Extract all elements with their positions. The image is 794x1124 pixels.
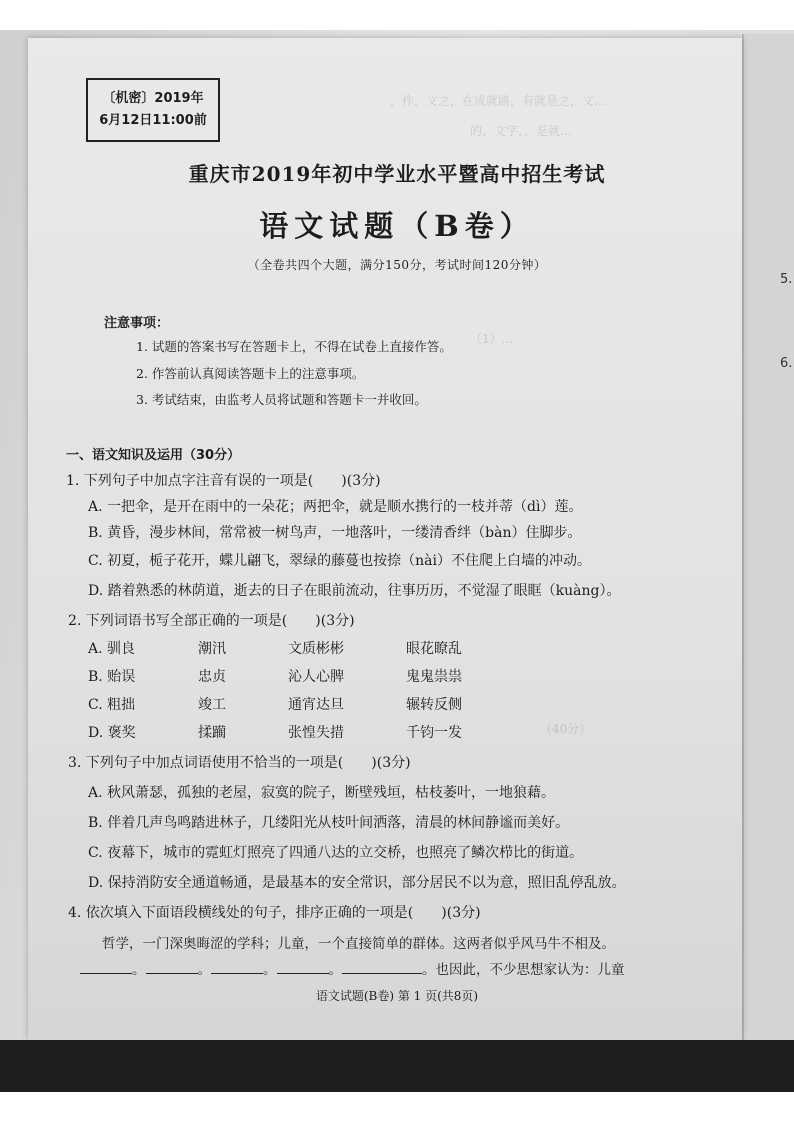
word-cell: 张惶失措 (288, 725, 344, 741)
word-cell: C. 粗拙 (88, 697, 136, 713)
blank-line (211, 961, 263, 974)
word-cell: 文质彬彬 (288, 641, 344, 657)
notice-heading: 注意事项： (104, 316, 170, 331)
word-cell: 沁人心脾 (288, 669, 344, 685)
exam-title: 重庆市2019年初中学业水平暨高中招生考试 (188, 162, 606, 186)
word-cell: 竣工 (198, 697, 226, 713)
word-cell: 鬼鬼祟祟 (406, 669, 462, 685)
passage-blanks: 。 。 。 。 。也因此，不少思想家认为：儿童 (80, 958, 625, 978)
word-cell: 辗转反侧 (406, 697, 462, 713)
blank-line (80, 961, 132, 974)
page-footer: 语文试题(B卷) 第 1 页(共8页) (315, 989, 479, 1003)
word-cell: 忠贞 (198, 669, 226, 685)
paper-title: 语文试题（B卷） (259, 209, 535, 243)
next-page-mark: 5. (780, 272, 793, 287)
option-text: C. 初夏，栀子花开，蝶儿翩飞，翠绿的藤蔓也按捺（nài）不住爬上白墙的冲动。 (88, 553, 591, 569)
question-stem: 2. 下列词语书写全部正确的一项是( )(3分) (68, 613, 355, 629)
blank-line (146, 961, 198, 974)
option-text: D. 踏着熟悉的林荫道，逝去的日子在眼前流动，往事历历，不觉湿了眼眶（kuàng）。 (88, 583, 621, 599)
word-cell: 眼花瞭乱 (406, 641, 462, 657)
word-cell: B. 贻误 (88, 669, 136, 685)
photo-bottom-edge (0, 1040, 794, 1092)
notice-item: 3. 考试结束，由监考人员将试题和答题卡一并收回。 (136, 392, 427, 407)
word-cell: 揉躏 (198, 725, 226, 741)
word-cell: 通宵达旦 (288, 697, 344, 713)
word-cell: 潮汛 (198, 641, 226, 657)
blank-line (342, 961, 422, 974)
section-heading: 一、语文知识及运用（30分） (66, 448, 241, 463)
blank-line (277, 961, 329, 974)
exam-info: （全卷共四个大题，满分150分，考试时间120分钟） (247, 258, 547, 272)
option-text: A. 一把伞，是开在雨中的一朵花；两把伞，就是顺水携行的一枝并蒂（dì）莲。 (88, 499, 583, 515)
option-text: B. 黄昏，漫步林间，常常被一树鸟声，一地落叶，一缕清香绊（bàn）住脚步。 (88, 525, 582, 541)
confidential-stamp (86, 78, 220, 142)
option-text: A. 秋风萧瑟，孤独的老屋，寂寞的院子，断壁残垣，枯枝萎叶，一地狼藉。 (88, 785, 556, 801)
word-cell: 千钧一发 (406, 725, 462, 741)
question-stem: 1. 下列句子中加点字注音有误的一项是( )(3分) (66, 473, 381, 489)
question-stem: 3. 下列句子中加点词语使用不恰当的一项是( )(3分) (68, 755, 411, 771)
stamp-line: 〔机密〕2019年 (102, 91, 204, 106)
option-text: B. 伴着几声鸟鸣踏进林子，几缕阳光从枝叶间洒落，清晨的林间静谧而美好。 (88, 815, 570, 831)
word-cell: D. 褒奖 (88, 725, 136, 741)
notice-item: 2. 作答前认真阅读答题卡上的注意事项。 (136, 366, 365, 381)
option-text: D. 保持消防安全通道畅通，是最基本的安全常识，部分居民不以为意，照旧乱停乱放。 (88, 875, 626, 891)
stamp-line: 6月12日11:00前 (99, 113, 207, 128)
word-cell: A. 驯良 (88, 641, 136, 657)
passage-text: 哲学，一门深奥晦涩的学科；儿童，一个直接简单的群体。这两者似乎风马牛不相及。 (102, 936, 615, 952)
option-text: C. 夜幕下，城市的霓虹灯照亮了四通八达的立交桥，也照亮了鳞次栉比的街道。 (88, 845, 584, 861)
question-stem: 4. 依次填入下面语段横线处的句子，排序正确的一项是( )(3分) (68, 905, 481, 921)
next-page-mark: 6. (780, 356, 793, 371)
notice-item: 1. 试题的答案书写在答题卡上，不得在试卷上直接作答。 (136, 339, 452, 354)
passage-continuation: 。也因此，不少思想家认为：儿童 (422, 962, 625, 978)
